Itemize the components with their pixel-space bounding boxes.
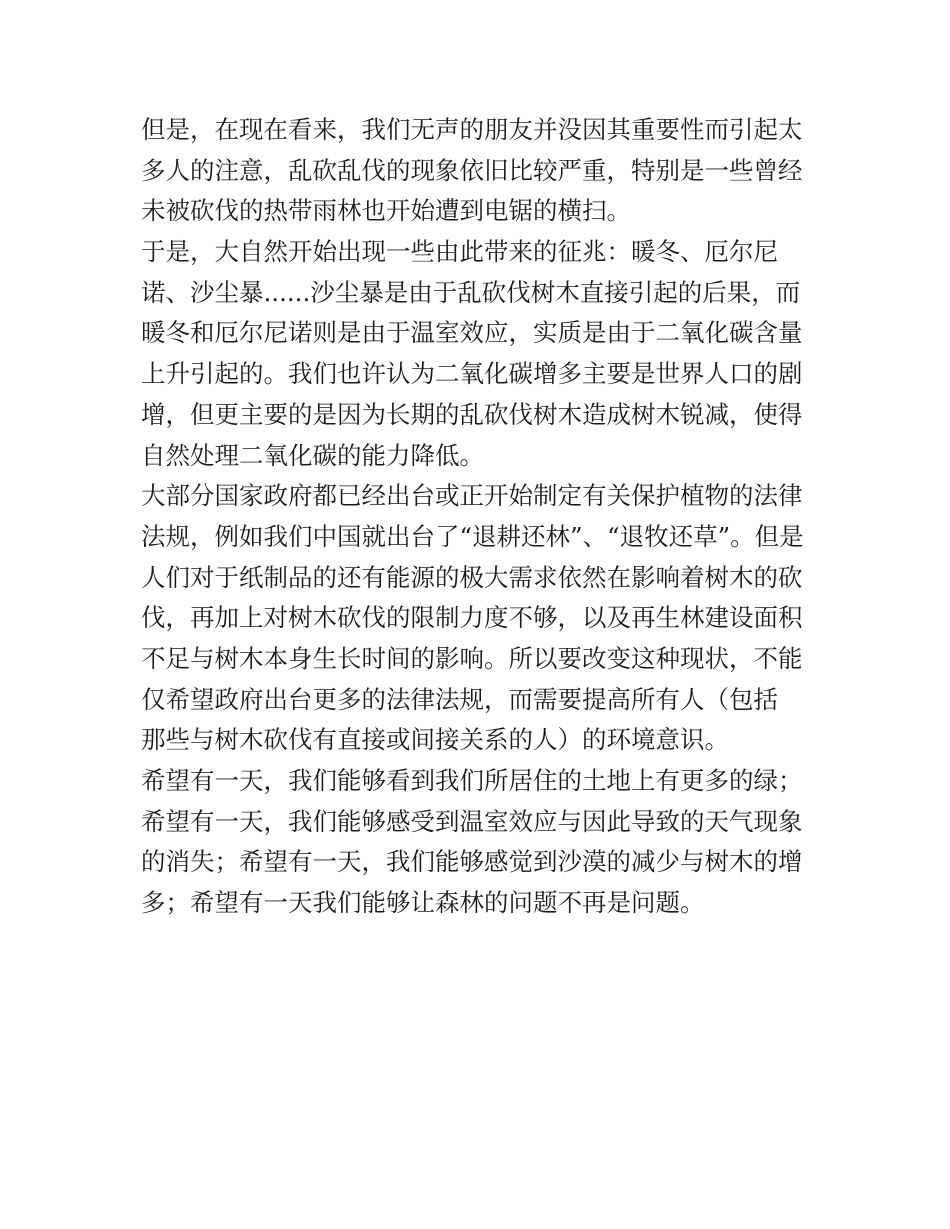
text-line: 大部分国家政府都已经出台或正开始制定有关保护植物的法律 bbox=[141, 481, 803, 511]
text-line: 于是，大自然开始出现一些由此带来的征兆：暖冬、厄尔尼 bbox=[141, 237, 778, 267]
text-line: 诺、沙尘暴......沙尘暴是由于乱砍伐树木直接引起的后果，而 bbox=[141, 277, 801, 307]
text-line: 自然处理二氧化碳的能力降低。 bbox=[141, 440, 484, 470]
text-line: 法规，例如我们中国就出台了“退耕还林”、“退牧还草”。但是 bbox=[141, 521, 804, 551]
paragraph-climate-signs bbox=[141, 232, 816, 476]
paragraph-government-policy bbox=[141, 476, 816, 761]
text-line: 未被砍伐的热带雨林也开始遭到电锯的横扫。 bbox=[141, 196, 631, 226]
text-line: 的消失；希望有一天，我们能够感觉到沙漠的减少与树木的增 bbox=[141, 847, 803, 877]
text-line: 人们对于纸制品的还有能源的极大需求依然在影响着树木的砍 bbox=[141, 562, 803, 592]
document-page bbox=[141, 110, 816, 924]
paragraph-hope bbox=[141, 761, 816, 924]
paragraph-deforestation bbox=[141, 110, 816, 232]
text-line: 不足与树木本身生长时间的影响。所以要改变这种现状，不能 bbox=[141, 643, 803, 673]
text-line: 那些与树木砍伐有直接或间接关系的人）的环境意识。 bbox=[141, 725, 729, 755]
text-line: 伐，再加上对树木砍伐的限制力度不够，以及再生林建设面积 bbox=[141, 603, 803, 633]
text-line: 上升引起的。我们也许认为二氧化碳增多主要是世界人口的剧 bbox=[141, 359, 803, 389]
text-line: 仅希望政府出台更多的法律法规，而需要提高所有人（包括 bbox=[141, 684, 778, 714]
text-line: 希望有一天，我们能够感受到温室效应与因此导致的天气现象 bbox=[141, 806, 803, 836]
text-line: 希望有一天，我们能够看到我们所居住的土地上有更多的绿； bbox=[141, 766, 803, 795]
text-line: 增，但更主要的是因为长期的乱砍伐树木造成树木锐减，使得 bbox=[141, 399, 803, 429]
text-line: 多；希望有一天我们能够让森林的问题不再是问题。 bbox=[141, 888, 705, 918]
text-line: 多人的注意，乱砍乱伐的现象依旧比较严重，特别是一些曾经 bbox=[141, 155, 803, 185]
text-line: 但是，在现在看来，我们无声的朋友并没因其重要性而引起太 bbox=[141, 115, 803, 144]
text-line: 暖冬和厄尔尼诺则是由于温室效应，实质是由于二氧化碳含量 bbox=[141, 318, 803, 348]
